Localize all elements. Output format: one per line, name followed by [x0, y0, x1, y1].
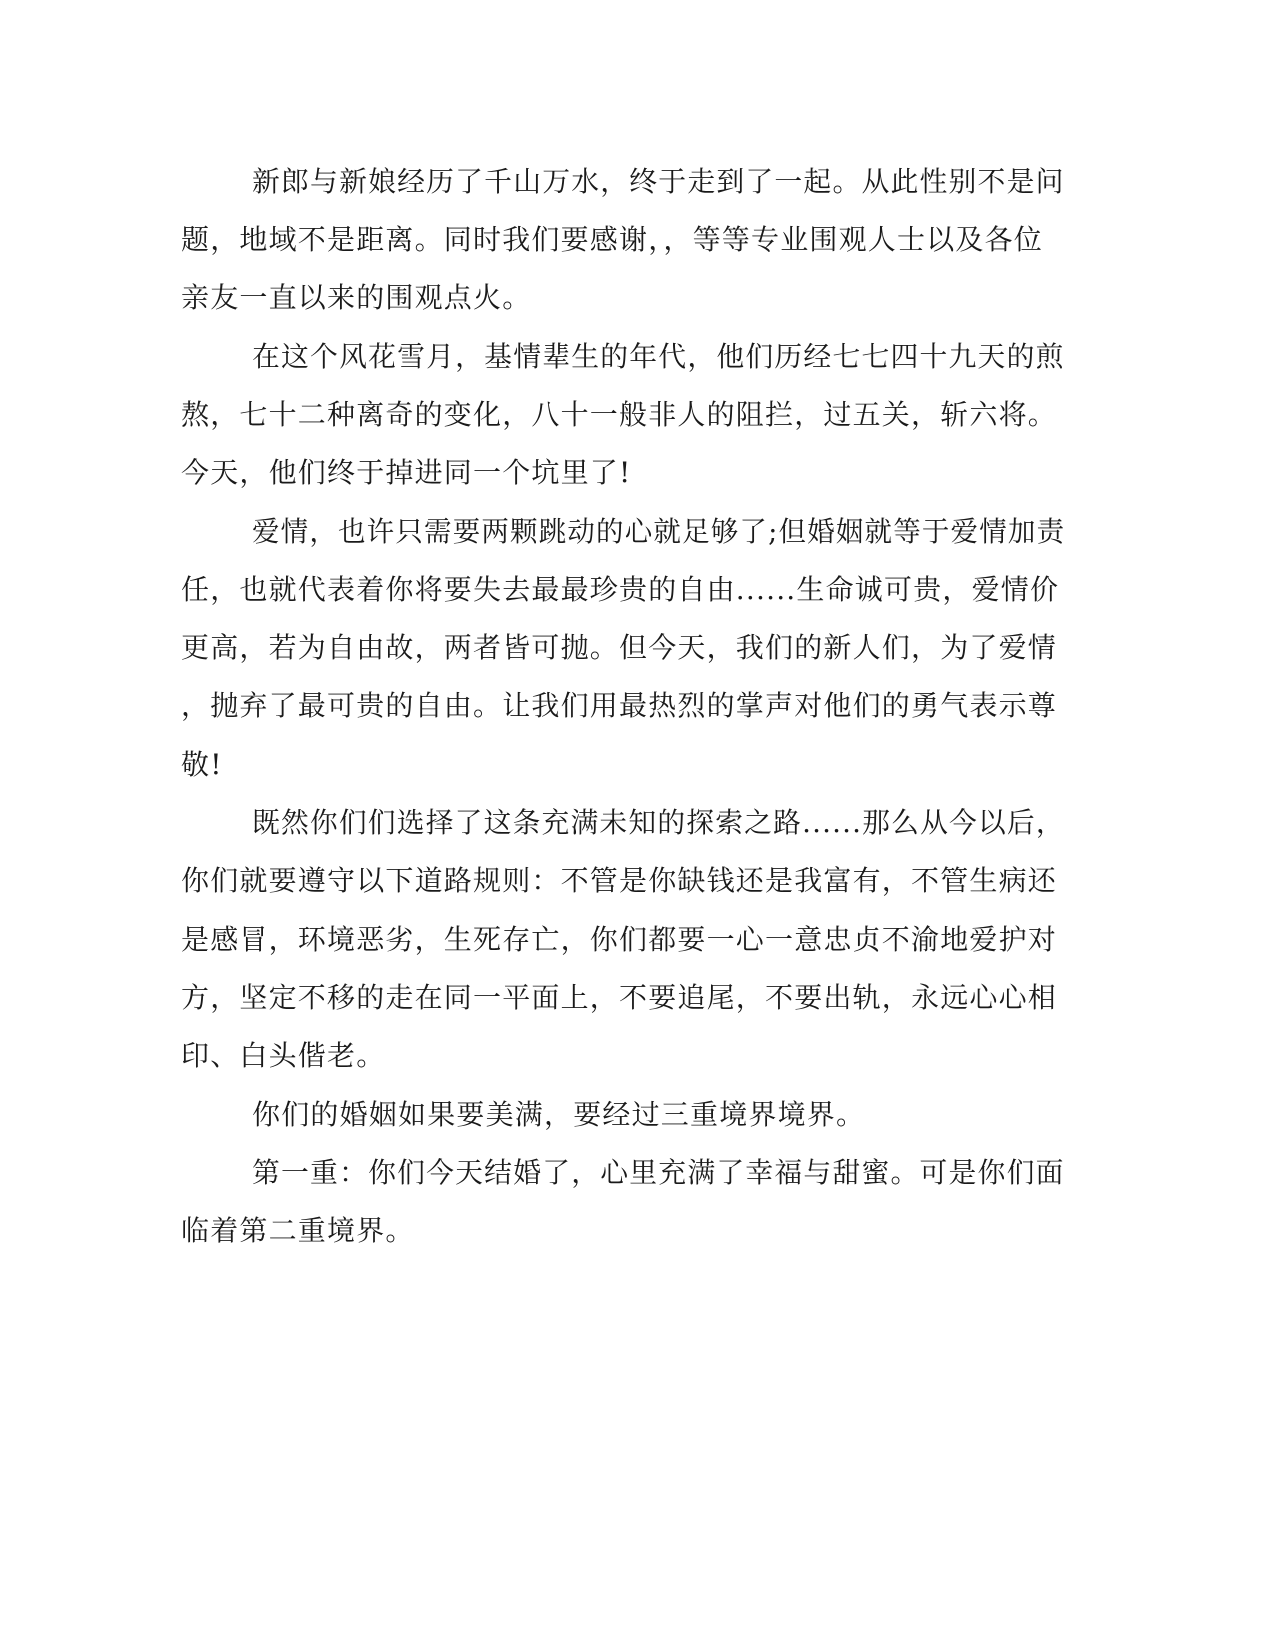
text-line: 临着第二重境界。 — [181, 1214, 415, 1247]
text-line: 爱情，也许只需要两颗跳动的心就足够了;但婚姻就等于爱情加责 — [252, 515, 1066, 548]
text-line: 印、白头偕老。 — [181, 1039, 386, 1072]
text-line: 你们就要遵守以下道路规则：不管是你缺钱还是我富有，不管生病还 — [181, 864, 1058, 897]
text-line: 更高，若为自由故，两者皆可抛。但今天，我们的新人们，为了爱情 — [181, 631, 1058, 664]
text-line: 敬! — [181, 748, 223, 781]
text-line: 今天，他们终于掉进同一个坑里了! — [181, 456, 632, 489]
text-line: 新郎与新娘经历了千山万水，终于走到了一起。从此性别不是问 — [252, 165, 1065, 198]
text-line: 你们的婚姻如果要美满，要经过三重境界境界。 — [252, 1098, 866, 1131]
text-line: 既然你们们选择了这条充满未知的探索之路......那么从今以后， — [252, 806, 1065, 839]
text-line: 亲友一直以来的围观点火。 — [181, 281, 532, 314]
text-line: ，抛弃了最可贵的自由。让我们用最热烈的掌声对他们的勇气表示尊 — [181, 689, 1058, 722]
text-line: 第一重：你们今天结婚了，心里充满了幸福与甜蜜。可是你们面 — [252, 1156, 1065, 1189]
text-line: 是感冒，环境恶劣，生死存亡，你们都要一心一意忠贞不渝地爱护对 — [181, 923, 1058, 956]
text-line: 在这个风花雪月，基情辈生的年代，他们历经七七四十九天的煎 — [252, 340, 1065, 373]
text-line: 题，地域不是距离。同时我们要感谢，，等等专业围观人士以及各位 — [181, 223, 1044, 256]
text-line: 方，坚定不移的走在同一平面上，不要追尾，不要出轨，永远心心相 — [181, 981, 1058, 1014]
text-line: 熬，七十二种离奇的变化，八十一般非人的阻拦，过五关，斩六将。 — [181, 398, 1058, 431]
text-line: 任，也就代表着你将要失去最最珍贵的自由......生命诚可贵，爱情价 — [181, 573, 1060, 606]
